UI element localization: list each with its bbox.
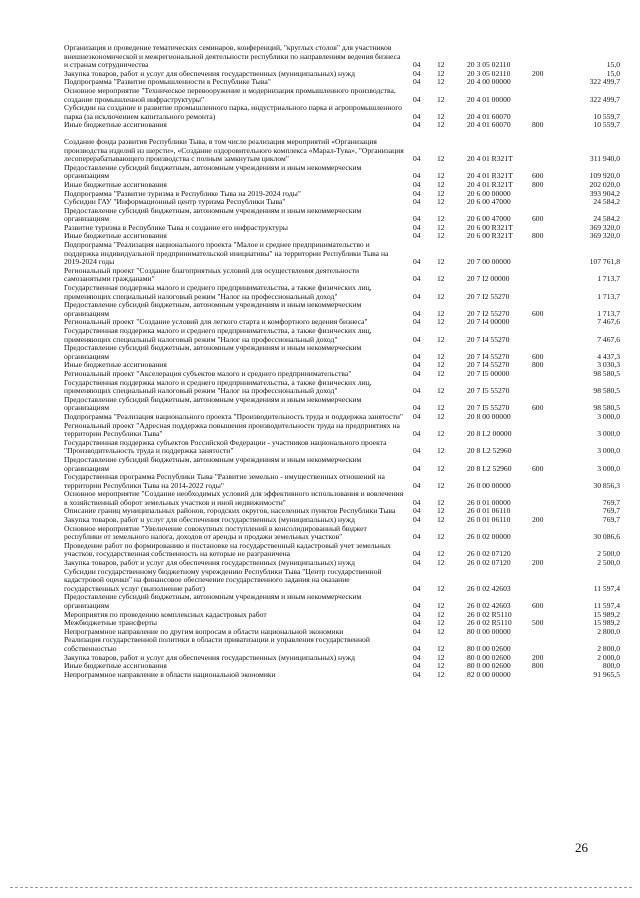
row-name: Предоставление субсидий бюджетным, автономным учреждениям и иным некоммерческим организациям	[64, 300, 362, 318]
row-section: 04	[413, 515, 421, 525]
row-target-item: 20 6 00 47000	[467, 214, 511, 224]
table-row	[64, 473, 620, 490]
row-subsection: 12	[437, 669, 445, 679]
table-row	[64, 327, 620, 344]
row-target-item: 20 3 05 02110	[467, 60, 511, 70]
row-name: Закупка товаров, работ и услуг для обеспечения государственных (муниципальных) нужд	[64, 652, 355, 662]
row-target-item: 20 7 I4 55270	[467, 351, 510, 361]
row-subsection: 12	[437, 446, 445, 456]
row-expense-type	[532, 379, 562, 396]
row-section: 04	[413, 197, 421, 207]
row-expense-type: 600	[532, 463, 544, 473]
row-name: Мероприятия по проведению комплексных кадастровых работ	[64, 609, 267, 619]
row-target-item: 20 7 I5 55270	[467, 403, 510, 413]
row-expense-type	[532, 628, 562, 637]
row-section: 04	[413, 308, 421, 318]
row-name: Предоставление субсидий бюджетным, автономным учреждениям и иным некоммерческим организациям	[64, 394, 362, 413]
row-subsection: 12	[437, 171, 445, 181]
row-amount: 1 713,7	[597, 291, 620, 301]
row-subsection: 12	[437, 317, 445, 327]
row-section: 04	[413, 643, 421, 653]
row-expense-type	[532, 318, 562, 327]
row-subsection: 12	[437, 601, 445, 610]
row-section: 04	[413, 601, 421, 610]
row-expense-type	[532, 241, 562, 267]
row-section: 04	[413, 506, 421, 516]
row-amount: 24 584,2	[593, 214, 620, 224]
row-expense-type	[532, 104, 562, 121]
row-amount: 2 500,0	[597, 549, 620, 559]
row-section: 04	[413, 549, 421, 559]
row-subsection: 12	[437, 274, 445, 284]
row-section: 04	[413, 626, 421, 636]
row-section: 04	[413, 429, 421, 439]
row-expense-type: 800	[532, 231, 544, 241]
row-target-item: 80 0 00 02600	[467, 661, 511, 671]
row-name: Иные бюджетные ассигнования	[64, 661, 167, 671]
row-target-item: 26 0 02 42603	[467, 583, 511, 593]
table-row	[64, 542, 620, 559]
row-amount: 322 499,7	[589, 77, 620, 87]
row-target-item: 20 8 L2 00000	[467, 429, 512, 439]
row-name: Государственная программа Республики Тыва "Развитие земельно - имущественных отношений на территории Республики Тыва на 2014-2022 годы"	[64, 472, 385, 490]
row-section: 04	[413, 274, 421, 284]
row-target-item: 26 0 02 07120	[467, 549, 511, 559]
row-name: Предоставление субсидий бюджетным, автономным учреждениям и иным некоммерческим организациям	[64, 343, 362, 361]
row-amount: 98 580,5	[593, 403, 620, 413]
table-row	[64, 138, 620, 164]
row-target-item: 20 7 I4 00000	[467, 317, 510, 327]
row-subsection: 12	[437, 609, 445, 619]
row-amount: 3 000,0	[597, 411, 620, 421]
row-name: Организация и проведение тематических семинаров, конференций, "круглых столов" для участников внешнеэкономической и межрегиональной деятельности республики по направлениям ведения бизнеса и странам сотрудничества	[64, 43, 401, 70]
row-name: Подпрограмма "Реализация национального проекта "Производительность труда и поддержка занятости"	[64, 411, 403, 421]
row-amount: 2 800,0	[597, 626, 620, 636]
row-name: Основное мероприятие "Техническое перевооружение и модернизация промышленного производства, создание промышленной инфраструктуры"	[64, 85, 396, 104]
row-target-item: 80 0 00 02600	[467, 652, 511, 662]
row-amount: 24 584,2	[593, 197, 620, 207]
row-target-item: 20 6 00 R321T	[467, 231, 513, 241]
row-amount: 3 000,0	[597, 463, 620, 473]
row-target-item: 26 0 02 R5110	[467, 618, 512, 628]
row-expense-type	[532, 198, 562, 207]
table-row	[64, 104, 620, 121]
row-expense-type	[532, 78, 562, 87]
row-subsection: 12	[437, 77, 445, 87]
row-amount: 769,7	[602, 515, 620, 525]
row-section: 04	[413, 463, 421, 473]
row-expense-type: 500	[532, 618, 544, 628]
row-subsection: 12	[437, 643, 445, 653]
row-subsection: 12	[437, 222, 445, 232]
row-name: Закупка товаров, работ и услуг для обеспечения государственных (муниципальных) нужд	[64, 68, 355, 78]
row-expense-type: 600	[532, 403, 544, 413]
row-expense-type	[532, 413, 562, 422]
row-section: 04	[413, 360, 421, 370]
row-subsection: 12	[437, 532, 445, 542]
row-target-item: 20 4 01 R321T	[467, 171, 513, 181]
row-subsection: 12	[437, 334, 445, 344]
row-name: Закупка товаров, работ и услуг для обеспечения государственных (муниципальных) нужд	[64, 515, 355, 525]
row-expense-type: 200	[532, 68, 544, 78]
table-row	[64, 164, 620, 181]
row-amount: 800,0	[602, 661, 620, 671]
row-expense-type	[532, 284, 562, 301]
row-target-item: 20 6 00 R321T	[467, 222, 513, 232]
table-row	[64, 301, 620, 318]
row-section: 04	[413, 480, 421, 490]
table-row	[64, 44, 620, 70]
row-expense-type: 600	[532, 351, 544, 361]
row-name: Государственная поддержка субъектов Российской Федерации - участников национального проекта "Производительность труда и поддержка занятости"	[64, 437, 387, 456]
row-section: 04	[413, 60, 421, 70]
row-target-item: 20 7 I2 55270	[467, 291, 510, 301]
table-row	[64, 525, 620, 542]
row-target-item: 26 0 02 42603	[467, 601, 511, 610]
row-amount: 2 800,0	[597, 643, 620, 653]
row-name: Иные бюджетные ассигнования	[64, 179, 167, 189]
row-section: 04	[413, 154, 421, 164]
row-expense-type	[532, 671, 562, 680]
row-amount: 3 000,0	[597, 429, 620, 439]
row-expense-type	[532, 138, 562, 164]
row-name: Субсидии на создание и развитие промышленного парка, индустриального парка и агропромышленного парка (за исключением капитального ремонта)	[64, 103, 402, 121]
row-name: Основное мероприятие "Создание необходимых условий для эффективного использования и вовлечения в хозяйственный оборот земельных участков и иной недвижимости"	[64, 489, 404, 507]
row-section: 04	[413, 171, 421, 181]
row-subsection: 12	[437, 506, 445, 516]
row-target-item: 20 8 00 00000	[467, 411, 511, 421]
row-target-item: 26 0 00 00000	[467, 480, 511, 490]
row-subsection: 12	[437, 626, 445, 636]
page-number: 26	[575, 840, 588, 855]
row-target-item: 20 6 00 00000	[467, 188, 511, 198]
row-amount: 30 856,3	[593, 480, 620, 490]
row-expense-type: 800	[532, 179, 544, 189]
row-expense-type	[532, 525, 562, 542]
row-section: 04	[413, 669, 421, 679]
table-row	[64, 87, 620, 104]
row-expense-type: 200	[532, 558, 544, 568]
row-name: Предоставление субсидий бюджетным, автономным учреждениям и иным некоммерческим организациям	[64, 454, 362, 473]
row-subsection: 12	[437, 120, 445, 130]
row-expense-type: 600	[532, 171, 544, 181]
row-amount: 10 559,7	[593, 111, 620, 121]
row-expense-type: 200	[532, 652, 544, 662]
row-subsection: 12	[437, 429, 445, 439]
row-name: Государственная поддержка малого и среднего предпринимательства, а также физических лиц, применяющих специальный налоговый режим "Налог на профессиональный доход"	[64, 326, 372, 344]
row-subsection: 12	[437, 386, 445, 396]
row-section: 04	[413, 532, 421, 542]
row-amount: 393 904,2	[589, 188, 620, 198]
table-row	[64, 344, 620, 361]
row-section: 04	[413, 257, 421, 267]
row-amount: 10 559,7	[593, 120, 620, 130]
row-name: Создание фонда развития Республики Тыва, в том числе реализация мероприятий «Организация производства изделий из шерсти», «Создание оздоровительного комплекса «Марал-Тува», "Организация лесоперерабатывающего производства с полным замкнутым циклом"	[64, 136, 404, 164]
row-subsection: 12	[437, 497, 445, 507]
row-amount: 311 940,0	[589, 154, 620, 164]
table-row	[64, 439, 620, 456]
row-expense-type: 800	[532, 360, 544, 370]
row-subsection: 12	[437, 463, 445, 473]
row-amount: 15 989,2	[593, 618, 620, 628]
row-subsection: 12	[437, 618, 445, 628]
row-section: 04	[413, 111, 421, 121]
row-amount: 15,0	[606, 68, 620, 78]
row-amount: 30 086,6	[593, 532, 620, 542]
table-row	[64, 379, 620, 396]
row-name: Иные бюджетные ассигнования	[64, 360, 167, 370]
row-subsection: 12	[437, 111, 445, 121]
row-target-item: 20 3 05 02110	[467, 68, 511, 78]
row-target-item: 20 7 I5 55270	[467, 386, 510, 396]
row-subsection: 12	[437, 351, 445, 361]
row-target-item: 80 0 00 02600	[467, 643, 511, 653]
row-subsection: 12	[437, 214, 445, 224]
table-row	[64, 396, 620, 413]
row-subsection: 12	[437, 60, 445, 70]
row-section: 04	[413, 317, 421, 327]
row-section: 04	[413, 446, 421, 456]
row-amount: 15,0	[606, 60, 620, 70]
row-section: 04	[413, 368, 421, 378]
row-name: Непрограммное направление по другим вопросам в области национальной экономики	[64, 626, 344, 636]
row-expense-type: 200	[532, 515, 544, 525]
row-amount: 1 713,7	[597, 274, 620, 284]
row-amount: 3 030,3	[597, 360, 620, 370]
row-subsection: 12	[437, 257, 445, 267]
row-target-item: 20 7 I5 00000	[467, 368, 510, 378]
row-expense-type: 600	[532, 601, 544, 610]
row-section: 04	[413, 214, 421, 224]
row-expense-type	[532, 370, 562, 379]
row-section: 04	[413, 411, 421, 421]
row-subsection: 12	[437, 661, 445, 671]
row-target-item: 20 4 01 60070	[467, 120, 511, 130]
row-amount: 98 580,5	[593, 368, 620, 378]
row-name: Региональный проект "Создание благоприятных условий для осуществления деятельности самозанятыми гражданами"	[64, 265, 360, 284]
row-name: Закупка товаров, работ и услуг для обеспечения государственных (муниципальных) нужд	[64, 558, 355, 568]
row-amount: 369 320,0	[589, 222, 620, 232]
row-name: Государственная поддержка малого и среднего предпринимательства, а также физических лиц, применяющих специальный налоговый режим "Налог на профессиональный доход"	[64, 283, 372, 301]
row-section: 04	[413, 558, 421, 568]
row-amount: 7 467,6	[597, 334, 620, 344]
row-section: 04	[413, 179, 421, 189]
row-name: Реализация государственной политики в области приватизации и управления государственной собственностью	[64, 635, 370, 653]
row-amount: 4 437,3	[597, 351, 620, 361]
row-name: Иные бюджетные ассигнования	[64, 231, 167, 241]
row-target-item: 20 7 I2 00000	[467, 274, 510, 284]
row-amount: 1 713,7	[597, 308, 620, 318]
row-target-item: 80 0 00 00000	[467, 626, 511, 636]
row-target-item: 26 0 02 07120	[467, 558, 511, 568]
row-subsection: 12	[437, 549, 445, 559]
row-target-item: 26 0 01 00000	[467, 497, 511, 507]
row-amount: 2 500,0	[597, 558, 620, 568]
row-name: Основное мероприятие "Увеличение совокупных поступлений в консолидированный бюджет республики от земельного налога, доходов от аренды и продажи земельных участков"	[64, 523, 367, 542]
table-row	[64, 568, 620, 594]
row-expense-type	[532, 542, 562, 559]
row-target-item: 20 8 L2 52960	[467, 446, 512, 456]
row-expense-type	[532, 44, 562, 70]
row-subsection: 12	[437, 188, 445, 198]
row-name: Предоставление субсидий бюджетным, автономным учреждениям и иным некоммерческим организациям	[64, 162, 362, 181]
row-subsection: 12	[437, 515, 445, 525]
row-target-item: 26 0 02 00000	[467, 532, 511, 542]
table-row	[64, 671, 620, 680]
row-amount: 11 597,4	[593, 583, 620, 593]
row-section: 04	[413, 497, 421, 507]
row-section: 04	[413, 652, 421, 662]
row-name: Региональный проект "Акселерация субъектов малого и среднего предпринимательства"	[64, 368, 352, 378]
table-row	[64, 456, 620, 473]
row-name: Государственная поддержка малого и среднего предпринимательства, а также физических лиц, применяющих специальный налоговый режим "Налог на профессиональный доход"	[64, 377, 372, 396]
row-subsection: 12	[437, 291, 445, 301]
row-subsection: 12	[437, 652, 445, 662]
row-amount: 109 920,0	[589, 171, 620, 181]
row-name: Проведение работ по формированию и постановке на государственный кадастровый учет земельных участков, государственная собственность на которые не разграничена	[64, 540, 391, 559]
row-section: 04	[413, 583, 421, 593]
row-section: 04	[413, 609, 421, 619]
row-amount: 2 000,0	[597, 652, 620, 662]
row-amount: 369 320,0	[589, 231, 620, 241]
row-section: 04	[413, 403, 421, 413]
row-name: Подпрограмма "Развитие промышленности в Республике Тыва"	[64, 77, 271, 87]
row-name: Описание границ муниципальных районов, городских округов, населенных пунктов Республики Тыва	[64, 506, 396, 516]
row-name: Региональный проект "Адресная поддержка повышения производительности труда на предприятиях на территории Республики Тыва"	[64, 420, 400, 439]
row-subsection: 12	[437, 197, 445, 207]
row-amount: 98 580,5	[593, 386, 620, 396]
row-subsection: 12	[437, 154, 445, 164]
row-expense-type	[532, 87, 562, 104]
row-section: 04	[413, 222, 421, 232]
row-expense-type	[532, 422, 562, 439]
row-expense-type: 600	[532, 308, 544, 318]
row-section: 04	[413, 386, 421, 396]
row-expense-type	[532, 568, 562, 594]
row-subsection: 12	[437, 411, 445, 421]
row-target-item: 20 7 I4 55270	[467, 334, 510, 344]
budget-table-body	[64, 44, 620, 679]
row-section: 04	[413, 94, 421, 104]
row-name: Межбюджетные трансферты	[64, 618, 157, 628]
row-expense-type	[532, 190, 562, 199]
row-name: Региональный проект "Создание условий для легкого старта и комфортного ведения бизнеса"	[64, 317, 368, 327]
row-amount: 107 761,8	[589, 257, 620, 267]
row-subsection: 12	[437, 68, 445, 78]
table-row	[64, 284, 620, 301]
row-subsection: 12	[437, 231, 445, 241]
table-row	[64, 267, 620, 284]
budget-table	[64, 44, 620, 679]
row-section: 04	[413, 188, 421, 198]
row-target-item: 20 4 01 00000	[467, 94, 511, 104]
row-expense-type: 600	[532, 214, 544, 224]
row-subsection: 12	[437, 368, 445, 378]
row-amount: 769,7	[602, 506, 620, 516]
row-target-item: 20 4 01 R321T	[467, 154, 513, 164]
row-target-item: 20 6 00 47000	[467, 197, 511, 207]
row-section: 04	[413, 231, 421, 241]
row-target-item: 26 0 02 R5110	[467, 609, 512, 619]
row-amount: 322 499,7	[589, 94, 620, 104]
row-target-item: 20 4 01 R321T	[467, 179, 513, 189]
row-name: Иные бюджетные ассигнования	[64, 120, 167, 130]
row-name: Субсидии ГАУ "Информационный центр туризма Республики Тыва"	[64, 197, 286, 207]
row-section: 04	[413, 120, 421, 130]
row-section: 04	[413, 618, 421, 628]
row-expense-type	[532, 327, 562, 344]
row-section: 04	[413, 68, 421, 78]
row-expense-type	[532, 439, 562, 456]
row-expense-type: 800	[532, 661, 544, 671]
row-expense-type	[532, 267, 562, 284]
row-expense-type	[532, 490, 562, 507]
row-amount: 769,7	[602, 497, 620, 507]
row-subsection: 12	[437, 360, 445, 370]
row-target-item: 20 8 L2 52960	[467, 463, 512, 473]
row-section: 04	[413, 77, 421, 87]
row-subsection: 12	[437, 94, 445, 104]
bottom-rule	[10, 887, 632, 888]
table-row	[64, 593, 620, 610]
row-subsection: 12	[437, 308, 445, 318]
row-name: Субсидии государственному бюджетному учреждению Республики Тыва "Центр государственной кадастровой оценки" на финансовое обеспечение государственного задания на оказание государственных услуг (выполнение работ)	[64, 566, 382, 593]
table-row	[64, 121, 620, 130]
row-target-item: 26 0 01 06110	[467, 515, 511, 525]
row-subsection: 12	[437, 179, 445, 189]
table-row	[64, 490, 620, 507]
table-row	[64, 636, 620, 653]
row-amount: 11 597,4	[593, 601, 620, 610]
row-amount: 3 000,0	[597, 446, 620, 456]
table-row	[64, 422, 620, 439]
row-name: Предоставление субсидий бюджетным, автономным учреждениям и иным некоммерческим организациям	[64, 205, 362, 224]
row-name: Подпрограмма "Реализация национального проекта "Малое и среднее предпринимательство и поддержка индивидуальной предпринимательской инициативы" на территории Республики Тыва на 2019-2024 годы	[64, 240, 389, 267]
row-target-item: 20 7 I2 55270	[467, 308, 510, 318]
row-name: Предоставление субсидий бюджетным, автономным учреждениям и иным некоммерческим организациям	[64, 592, 362, 610]
row-target-item: 82 0 00 00000	[467, 669, 511, 679]
row-subsection: 12	[437, 558, 445, 568]
row-name: Развитие туризма в Республике Тыва и создание его инфраструктуры	[64, 222, 289, 232]
row-section: 04	[413, 661, 421, 671]
row-target-item: 20 7 I4 55270	[467, 360, 510, 370]
row-target-item: 26 0 01 06110	[467, 506, 511, 516]
row-amount: 91 965,5	[593, 669, 620, 679]
table-row	[64, 241, 620, 267]
row-subsection: 12	[437, 480, 445, 490]
row-amount: 15 989,2	[593, 609, 620, 619]
row-expense-type: 800	[532, 120, 544, 130]
row-expense-type	[532, 473, 562, 490]
row-name: Непрограммное направление в области национальной экономики	[64, 669, 276, 679]
row-section: 04	[413, 351, 421, 361]
row-subsection: 12	[437, 403, 445, 413]
row-target-item: 20 4 00 00000	[467, 77, 511, 87]
row-amount: 202 020,0	[589, 179, 620, 189]
table-row	[64, 207, 620, 224]
row-subsection: 12	[437, 583, 445, 593]
row-name: Подпрограмма "Развитие туризма в Республике Тыва на 2019-2024 годы"	[64, 188, 301, 198]
row-expense-type	[532, 636, 562, 653]
row-section: 04	[413, 334, 421, 344]
row-amount: 7 467,6	[597, 317, 620, 327]
row-target-item: 20 4 01 60070	[467, 111, 511, 121]
row-section: 04	[413, 291, 421, 301]
row-target-item: 20 7 00 00000	[467, 257, 511, 267]
